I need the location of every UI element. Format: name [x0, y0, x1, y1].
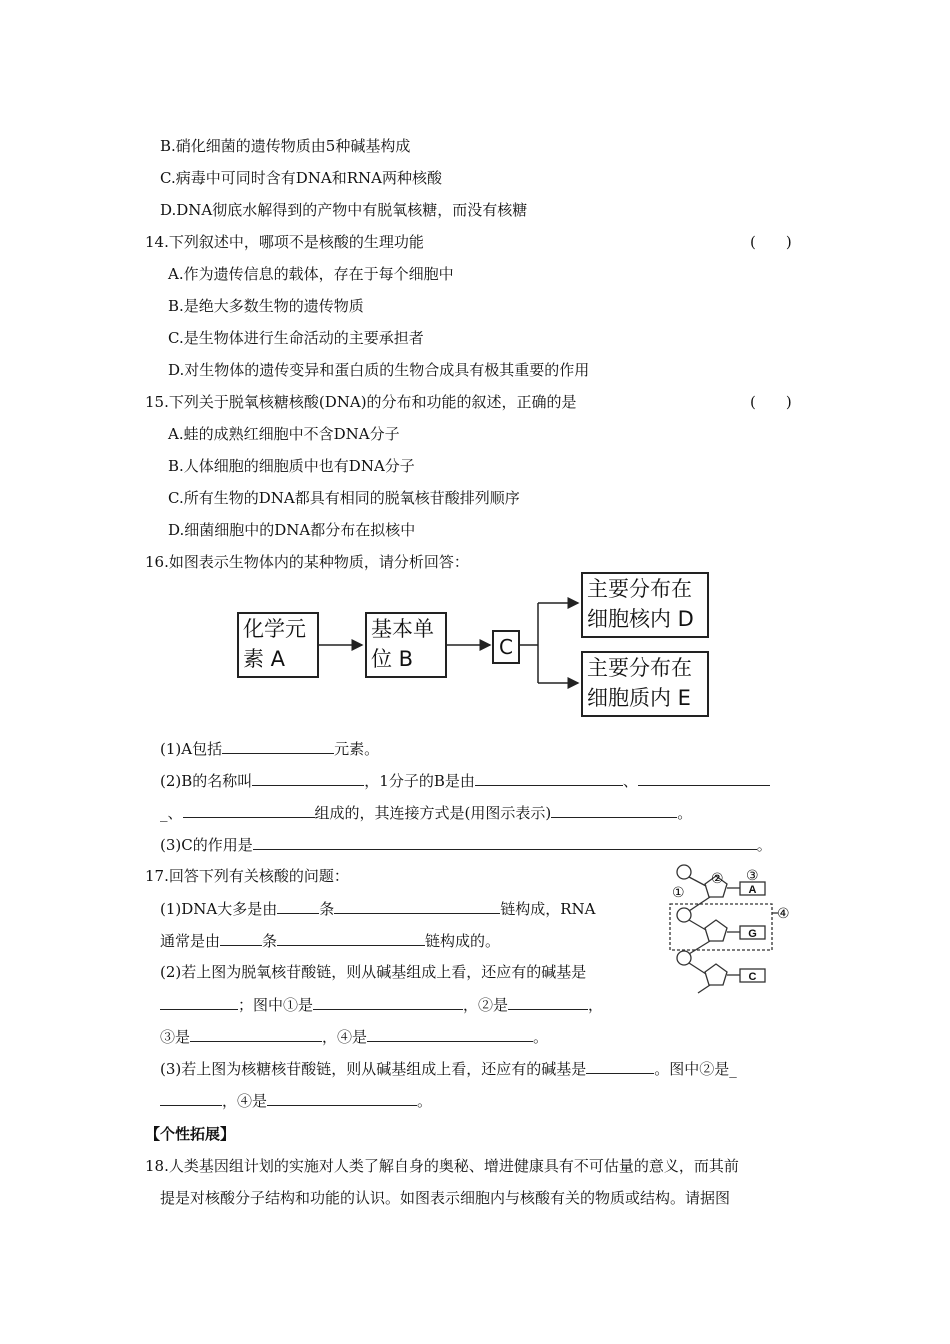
box-unit-b: 基本单 位 B — [365, 612, 447, 678]
q17-blank-dna-chain[interactable] — [334, 898, 500, 914]
box-element-a: 化学元 素 A — [237, 612, 319, 678]
q16-stem: 16.如图表示生物体内的某种物质，请分析回答： — [145, 553, 469, 571]
box-substance-c: C — [492, 630, 520, 664]
q16-part3: (3)C的作用是 。 — [160, 836, 772, 854]
q17-part1-line1: (1)DNA大多是由 条 链构成，RNA — [160, 900, 596, 918]
q17-stem: 17.回答下列有关核酸的问题： — [145, 867, 349, 885]
q17-blank-rna-label2[interactable] — [160, 1090, 222, 1106]
q15-option-b: B.人体细胞的细胞质中也有DNA分子 — [168, 457, 415, 475]
figure-label-3: ③ — [746, 867, 759, 883]
q16-blank-b-name[interactable] — [252, 770, 364, 786]
q17-blank-rna-count[interactable] — [220, 930, 262, 946]
q16-blank-c-function[interactable] — [253, 834, 757, 850]
box-distribution-d: 主要分布在 细胞核内 D — [581, 572, 709, 638]
q16-blank-b-part1[interactable] — [475, 770, 623, 786]
q17-part2-line1: (2)若上图为脱氧核苷酸链，则从碱基组成上看，还应有的碱基是 — [160, 963, 587, 981]
q16-part2-line2: _、 组成的，其连接方式是(用图示表示) 。 — [160, 804, 693, 822]
q13-option-b: B.硝化细菌的遗传物质由5种碱基构成 — [160, 137, 411, 155]
q15-stem: 15.下列关于脱氧核糖核酸(DNA)的分布和功能的叙述，正确的是 — [145, 393, 577, 411]
base-label-1: A — [748, 884, 757, 896]
q16-blank-b-part3[interactable] — [183, 802, 315, 818]
q14-stem: 14.下列叙述中，哪项不是核酸的生理功能 — [145, 233, 424, 251]
q16-blank-connection[interactable] — [551, 802, 677, 818]
nucleotide-dashed-box — [670, 904, 772, 950]
figure-label-1: ① — [672, 884, 685, 900]
q17-blank-label4[interactable] — [367, 1026, 533, 1042]
q17-blank-label2[interactable] — [508, 994, 588, 1010]
q17-part3-line2: ，④是 。 — [160, 1090, 432, 1111]
q15-option-c: C.所有生物的DNA都具有相同的脱氧核苷酸排列顺序 — [168, 489, 520, 507]
figure-label-2: ② — [711, 870, 724, 886]
q17-blank-rna-label4[interactable] — [267, 1090, 417, 1106]
q17-blank-dna-count[interactable] — [277, 898, 319, 914]
box-distribution-e: 主要分布在 细胞质内 E — [581, 651, 709, 717]
q13-option-c: C.病毒中可同时含有DNA和RNA两种核酸 — [160, 169, 442, 187]
base-box-2 — [740, 926, 765, 939]
q14-option-b: B.是绝大多数生物的遗传物质 — [168, 297, 364, 315]
q17-blank-rna-base[interactable] — [586, 1058, 654, 1074]
q17-part2-line3: ③是 ，④是 。 — [160, 1028, 549, 1046]
q14-option-d: D.对生物体的遗传变异和蛋白质的生物合成具有极其重要的作用 — [168, 361, 590, 379]
q14-answer-paren: ( ) — [750, 233, 792, 251]
q15-option-d: D.细菌细胞中的DNA都分布在拟核中 — [168, 521, 416, 539]
phosphate-circle-2 — [677, 908, 691, 922]
sugar-pentagon-1 — [705, 876, 727, 897]
q17-blank-missing-base[interactable] — [160, 994, 238, 1010]
phosphate-circle-1 — [677, 865, 691, 879]
q16-part1: (1)A包括 元素。 — [160, 740, 380, 758]
q14-option-a: A.作为遗传信息的载体，存在于每个细胞中 — [168, 265, 454, 283]
q13-option-d: D.DNA彻底水解得到的产物中有脱氧核糖，而没有核糖 — [160, 201, 528, 219]
q17-blank-rna-chain[interactable] — [277, 930, 425, 946]
base-box-1 — [740, 882, 765, 895]
base-label-3: C — [748, 971, 757, 983]
q17-part1-line2: 通常是由 条 链构成的。 — [160, 932, 501, 950]
q16-blank-b-part2[interactable] — [638, 770, 770, 786]
q17-blank-label1[interactable] — [313, 994, 463, 1010]
sugar-pentagon-3 — [705, 964, 727, 985]
q18-line2: 提是对核酸分子结构和功能的认识。如图表示细胞内与核酸有关的物质或结构。请据图 — [160, 1189, 731, 1207]
base-label-2: G — [748, 928, 757, 940]
q16-part2-line1: (2)B的名称叫 ，1分子的B是由 、 — [160, 770, 770, 791]
q18-line1: 18.人类基因组计划的实施对人类了解自身的奥秘、增进健康具有不可估量的意义，而其前 — [145, 1157, 739, 1175]
q17-part2-line2: ；图中①是 ，②是 ， — [160, 994, 603, 1015]
figure-label-4: ④ — [777, 905, 790, 921]
q14-option-c: C.是生物体进行生命活动的主要承担者 — [168, 329, 424, 347]
q15-answer-paren: ( ) — [750, 393, 792, 411]
sugar-pentagon-2 — [705, 920, 727, 941]
q17-blank-label3[interactable] — [190, 1026, 322, 1042]
q17-part3-line1: (3)若上图为核糖核苷酸链，则从碱基组成上看，还应有的碱基是 。图中②是_ — [160, 1060, 737, 1078]
q16-blank-a-elements[interactable] — [222, 738, 334, 754]
base-box-3 — [740, 969, 765, 982]
q15-option-a: A.蛙的成熟红细胞中不含DNA分子 — [168, 425, 400, 443]
section-title: 【个性拓展】 — [145, 1125, 236, 1143]
phosphate-circle-3 — [677, 951, 691, 965]
